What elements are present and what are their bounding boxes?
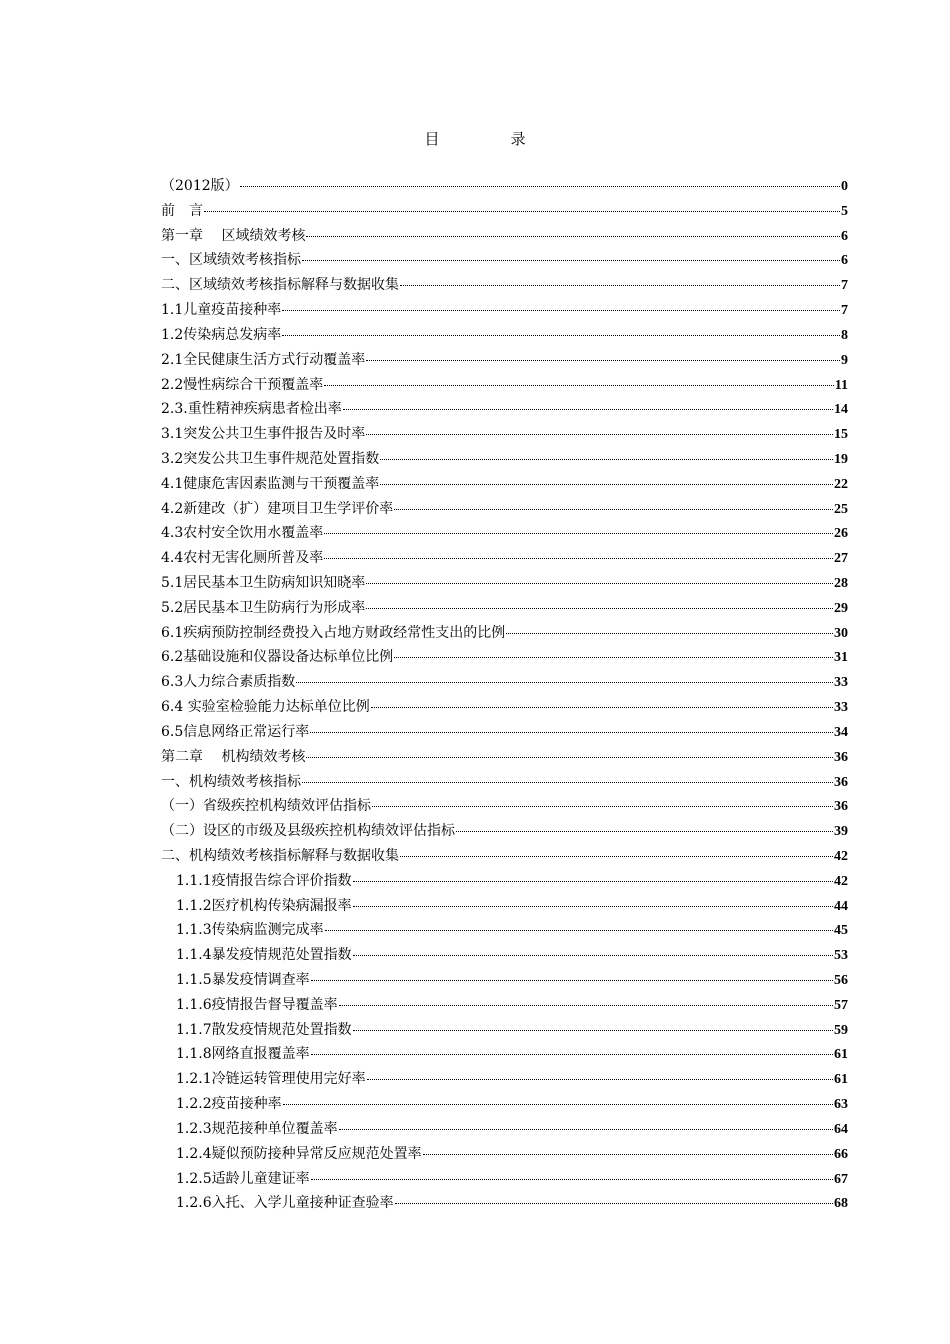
toc-entry[interactable] xyxy=(161,298,848,323)
toc-entry[interactable] xyxy=(161,670,848,695)
toc-entry[interactable] xyxy=(161,1018,848,1043)
toc-entry[interactable] xyxy=(161,745,848,770)
toc-entry-label: 一、机构绩效考核指标 xyxy=(161,773,301,790)
toc-entry-page: 42 xyxy=(834,848,848,864)
toc-entry[interactable] xyxy=(161,348,848,373)
toc-entry[interactable] xyxy=(161,720,848,745)
toc-entry-label: 1.1儿童疫苗接种率 xyxy=(161,302,282,319)
toc-entry-label: 6.1疾病预防控制经费投入占地方财政经常性支出的比例 xyxy=(161,624,506,641)
toc-entry-page: 25 xyxy=(834,501,848,517)
dot-leader xyxy=(423,1154,833,1155)
toc-entry[interactable] xyxy=(161,373,848,398)
toc-entry[interactable] xyxy=(161,596,848,621)
toc-entry-page: 15 xyxy=(834,427,848,443)
toc-entry-page: 6 xyxy=(841,228,848,244)
toc-entry-page: 64 xyxy=(834,1121,848,1137)
toc-entry-page: 36 xyxy=(834,774,848,790)
toc-entry-label: （二）设区的市级及县级疾控机构绩效评估指标 xyxy=(161,823,455,840)
dot-leader xyxy=(400,285,840,286)
toc-entry[interactable] xyxy=(161,521,848,546)
toc-entry-page: 7 xyxy=(841,278,848,294)
toc-entry-label: 1.2.3规范接种单位覆盖率 xyxy=(176,1120,338,1137)
dot-leader xyxy=(366,360,840,361)
toc-entry-page: 33 xyxy=(834,700,848,716)
toc-entry-label: 2.2慢性病综合干预覆盖率 xyxy=(161,376,324,393)
toc-entry[interactable] xyxy=(161,695,848,720)
toc-entry-label: 1.1.2医疗机构传染病漏报率 xyxy=(176,897,352,914)
toc-entry-page: 53 xyxy=(834,948,848,964)
toc-entry-page: 36 xyxy=(834,799,848,815)
toc-entry-page: 31 xyxy=(834,650,848,666)
toc-entry-label: 6.3人力综合素质指数 xyxy=(161,674,296,691)
dot-leader xyxy=(324,558,833,559)
toc-entry-page: 42 xyxy=(834,873,848,889)
toc-entry-label: 1.2.1冷链运转管理使用完好率 xyxy=(176,1071,366,1088)
toc-entry[interactable] xyxy=(161,794,848,819)
dot-leader xyxy=(400,856,833,857)
toc-entry-label: 前 言 xyxy=(161,202,203,219)
toc-entry-page: 11 xyxy=(834,377,848,393)
toc-entry-page: 19 xyxy=(834,451,848,467)
toc-entry-label: 4.4农村无害化厕所普及率 xyxy=(161,550,324,567)
toc-entry-page: 67 xyxy=(834,1171,848,1187)
toc-entry[interactable] xyxy=(161,1167,848,1192)
dot-leader xyxy=(283,1104,833,1105)
toc-entry[interactable] xyxy=(161,224,848,249)
toc-entry-page: 26 xyxy=(834,526,848,542)
toc-entry[interactable] xyxy=(161,323,848,348)
toc-entry-label: 4.1健康危害因素监测与干预覆盖率 xyxy=(161,475,380,492)
toc-entry-page: 44 xyxy=(834,898,848,914)
toc-entry[interactable] xyxy=(161,1117,848,1142)
toc-entry-page: 9 xyxy=(841,352,848,368)
toc-entry[interactable] xyxy=(161,497,848,522)
dot-leader xyxy=(395,1203,833,1204)
toc-entry-page: 27 xyxy=(834,551,848,567)
toc-entry-page: 28 xyxy=(834,576,848,591)
toc-entry-page: 68 xyxy=(834,1196,848,1212)
toc-entry-page: 61 xyxy=(834,1047,848,1063)
toc-entry[interactable] xyxy=(161,621,848,646)
dot-leader xyxy=(204,211,840,212)
toc-entry-page: 34 xyxy=(834,724,848,740)
toc-entry-page: 6 xyxy=(841,253,848,269)
dot-leader xyxy=(282,335,840,336)
toc-entry-label: 1.2传染病总发病率 xyxy=(161,326,282,343)
toc-entry[interactable] xyxy=(161,645,848,670)
toc-entry[interactable] xyxy=(161,1142,848,1167)
toc-entry-label: 3.2突发公共卫生事件规范处置指数 xyxy=(161,450,380,467)
toc-entry-page: 61 xyxy=(834,1072,848,1088)
dot-leader xyxy=(296,682,833,683)
dot-leader xyxy=(339,1005,833,1006)
toc-entry-label: 1.1.5暴发疫情调查率 xyxy=(176,972,310,988)
toc-title: 目 录 xyxy=(424,130,554,148)
dot-leader xyxy=(353,955,833,956)
toc-entry-label: 二、机构绩效考核指标解释与数据收集 xyxy=(161,847,399,864)
toc-entry-label: 6.4 实验室检验能力达标单位比例 xyxy=(161,699,370,716)
toc-entry[interactable] xyxy=(161,993,848,1018)
toc-entry[interactable] xyxy=(161,943,848,968)
toc-entry[interactable] xyxy=(161,1067,848,1092)
dot-leader xyxy=(380,484,833,485)
toc-entry-label: 1.2.2疫苗接种率 xyxy=(176,1096,282,1113)
toc-entry-page: 8 xyxy=(841,327,848,343)
toc-entry[interactable] xyxy=(161,869,848,894)
toc-entry-label: 4.3农村安全饮用水覆盖率 xyxy=(161,525,324,542)
toc-entry-label: 2.3.重性精神疾病患者检出率 xyxy=(161,401,342,418)
dot-leader xyxy=(306,757,833,758)
dot-leader xyxy=(353,881,833,882)
toc-entry[interactable] xyxy=(161,248,848,273)
toc-entry-label: （2012版） xyxy=(161,178,239,194)
toc-entry-label: 6.2基础设施和仪器设备达标单位比例 xyxy=(161,649,394,666)
toc-entry[interactable] xyxy=(161,770,848,795)
toc-entry-page: 29 xyxy=(834,600,848,616)
toc-entry-label: 4.2新建改（扩）建项目卫生学评价率 xyxy=(161,500,394,517)
toc-entry-label: 第二章 机构绩效考核 xyxy=(161,748,306,765)
dot-leader xyxy=(240,186,840,187)
toc-entry-page: 5 xyxy=(841,203,848,219)
toc-entry-page: 36 xyxy=(834,749,848,765)
toc-entry-page: 66 xyxy=(834,1146,848,1162)
dot-leader xyxy=(282,310,840,311)
dot-leader xyxy=(380,459,833,460)
dot-leader xyxy=(325,930,833,931)
toc-entry-label: 1.1.4暴发疫情规范处置指数 xyxy=(176,947,352,964)
toc-entry[interactable] xyxy=(161,1092,848,1117)
toc-entry[interactable] xyxy=(161,1042,848,1067)
dot-leader xyxy=(353,1030,833,1031)
dot-leader xyxy=(311,1054,833,1055)
dot-leader xyxy=(394,509,833,510)
dot-leader xyxy=(324,533,833,534)
toc-entry[interactable] xyxy=(161,819,848,844)
toc-entry-label: 一、区域绩效考核指标 xyxy=(161,252,301,269)
dot-leader xyxy=(353,906,833,907)
toc-entry[interactable] xyxy=(161,447,848,472)
dot-leader xyxy=(456,831,833,832)
dot-leader xyxy=(372,806,833,807)
toc-entry[interactable] xyxy=(161,918,848,943)
dot-leader xyxy=(339,1129,833,1130)
dot-leader xyxy=(371,707,833,708)
toc-entry-page: 14 xyxy=(834,402,848,418)
toc-entry-page: 57 xyxy=(834,997,848,1013)
dot-leader xyxy=(302,260,840,261)
dot-leader xyxy=(367,1079,833,1080)
toc-entry-label: 第一章 区域绩效考核 xyxy=(161,227,306,244)
toc-entry[interactable] xyxy=(161,1191,848,1216)
toc-list xyxy=(161,174,848,1216)
dot-leader xyxy=(343,409,833,410)
toc-entry-label: 5.1居民基本卫生防病知识知晓率 xyxy=(161,575,366,591)
dot-leader xyxy=(302,782,833,783)
toc-entry-page: 22 xyxy=(834,476,848,492)
dot-leader xyxy=(310,732,833,733)
toc-entry[interactable] xyxy=(161,422,848,447)
dot-leader xyxy=(306,236,840,237)
toc-entry[interactable] xyxy=(161,571,848,596)
toc-entry-page: 33 xyxy=(834,675,848,691)
toc-entry[interactable] xyxy=(161,844,848,869)
toc-entry-label: 5.2居民基本卫生防病行为形成率 xyxy=(161,599,366,616)
dot-leader xyxy=(311,1179,833,1180)
toc-entry[interactable] xyxy=(161,968,848,993)
toc-entry-label: 1.1.8网络直报覆盖率 xyxy=(176,1046,310,1063)
toc-entry-page: 63 xyxy=(834,1097,848,1113)
dot-leader xyxy=(324,385,834,386)
toc-entry-page: 59 xyxy=(834,1022,848,1038)
toc-entry-label: 二、区域绩效考核指标解释与数据收集 xyxy=(161,277,399,294)
toc-entry-label: 1.2.6入托、入学儿童接种证查验率 xyxy=(176,1195,394,1212)
dot-leader xyxy=(366,608,833,609)
toc-entry[interactable] xyxy=(161,174,848,199)
toc-entry-page: 7 xyxy=(841,303,848,319)
toc-entry-label: 3.1突发公共卫生事件报告及时率 xyxy=(161,426,366,443)
toc-entry-label: 2.1全民健康生活方式行动覆盖率 xyxy=(161,351,366,368)
dot-leader xyxy=(394,657,833,658)
toc-entry-label: 1.1.6疫情报告督导覆盖率 xyxy=(176,996,338,1013)
toc-entry-page: 45 xyxy=(834,923,848,939)
toc-entry-label: 1.1.1疫情报告综合评价指数 xyxy=(176,872,352,889)
toc-entry-page: 0 xyxy=(841,179,848,194)
toc-entry-page: 39 xyxy=(834,824,848,840)
toc-entry-label: 1.2.5适龄儿童建证率 xyxy=(176,1170,310,1187)
toc-entry-label: （一）省级疾控机构绩效评估指标 xyxy=(161,798,371,815)
dot-leader xyxy=(506,633,833,634)
dot-leader xyxy=(366,583,833,584)
toc-entry-label: 6.5信息网络正常运行率 xyxy=(161,723,310,740)
toc-entry-page: 30 xyxy=(834,625,848,641)
toc-entry-page: 56 xyxy=(834,973,848,988)
toc-entry[interactable] xyxy=(161,894,848,919)
toc-entry[interactable] xyxy=(161,199,848,224)
toc-entry-label: 1.1.3传染病监测完成率 xyxy=(176,922,324,939)
toc-entry-label: 1.2.4疑似预防接种异常反应规范处置率 xyxy=(176,1145,422,1162)
toc-entry-label: 1.1.7散发疫情规范处置指数 xyxy=(176,1021,352,1038)
toc-entry[interactable] xyxy=(161,546,848,571)
toc-entry[interactable] xyxy=(161,397,848,422)
toc-entry[interactable] xyxy=(161,472,848,497)
dot-leader xyxy=(311,980,833,981)
toc-entry[interactable] xyxy=(161,273,848,298)
dot-leader xyxy=(366,434,833,435)
